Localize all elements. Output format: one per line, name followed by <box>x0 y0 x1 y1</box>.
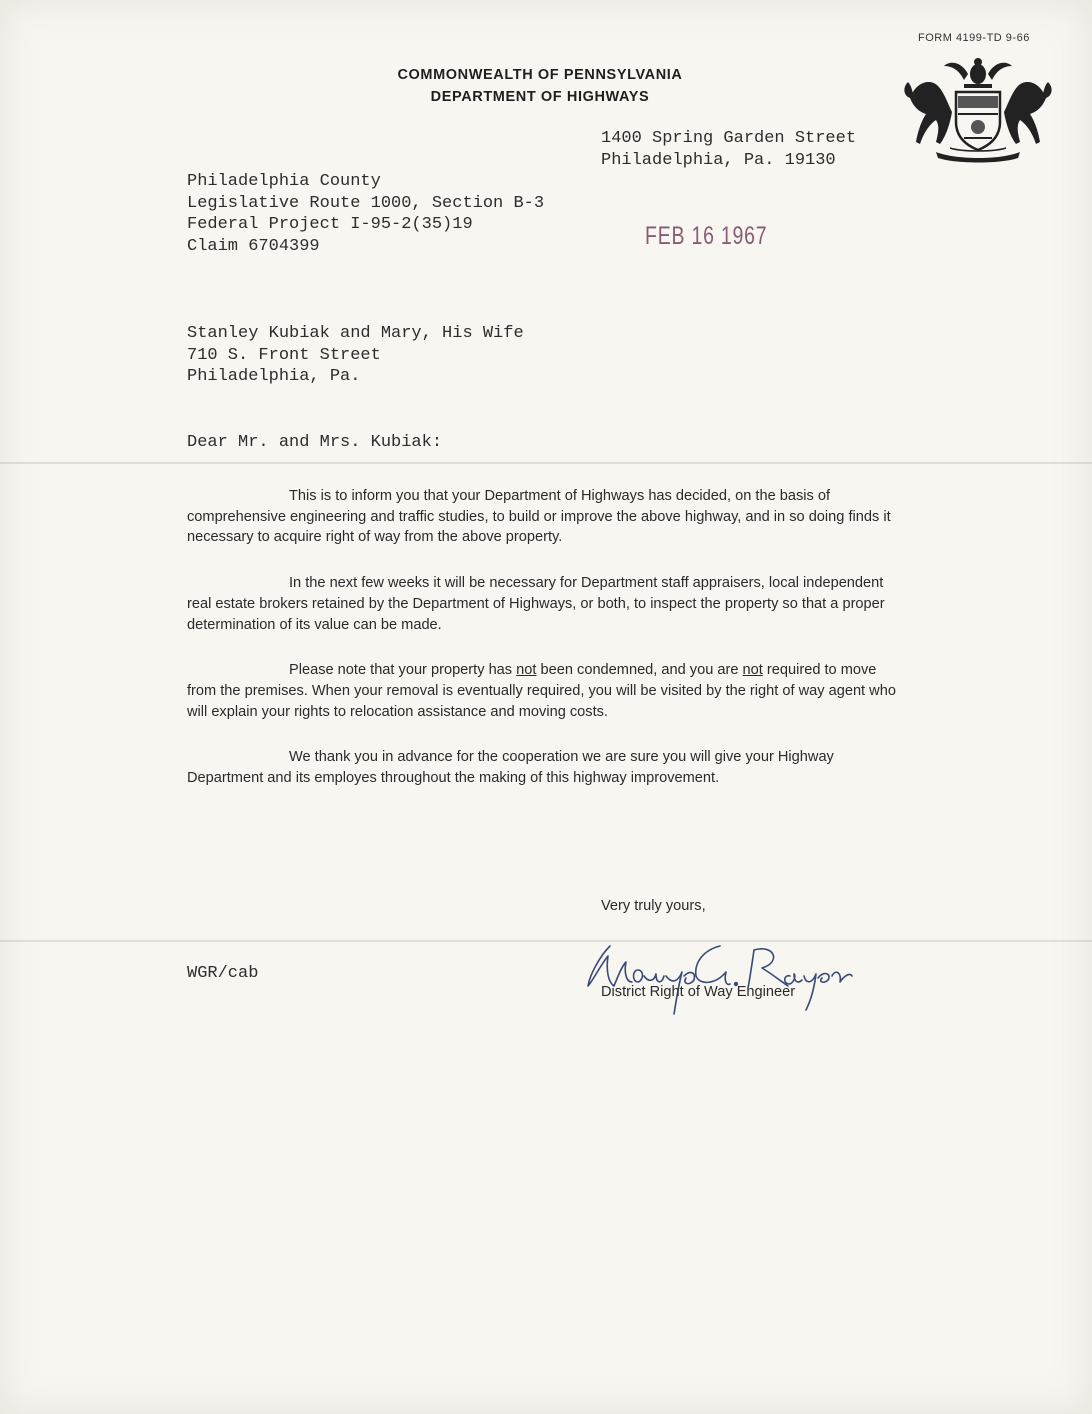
reference-block <box>187 171 544 257</box>
body-text: required to move from the premises. When your removal is eventually required, you will be visited by the right of way agent who will explain your rights to relocation assistance and moving costs. <box>187 662 896 720</box>
letterhead-line-1: COMMONWEALTH OF PENNSYLVANIA <box>397 67 683 83</box>
emphasis-not: not <box>516 662 537 679</box>
recipient-address <box>187 323 524 388</box>
closing: Very truly yours, <box>601 898 706 914</box>
body-text: been condemned, and you are <box>536 662 743 679</box>
body-paragraph-1: This is to inform you that your Department of Highways has decided, on the basis of comprehensive engineering and traffic studies, to build or improve the above highway, and in so doing finds it necessary to acquire right of way from the above property. <box>187 488 891 546</box>
body-paragraph-2: In the next few weeks it will be necessary for Department staff appraisers, local independent real estate brokers retained by the Department of Highways, or both, to inspect the property so that a proper determination of its value can be made. <box>187 575 885 633</box>
recipient-city: Philadelphia, Pa. <box>187 367 361 386</box>
recipient-name: Stanley Kubiak and Mary, His Wife <box>187 324 524 343</box>
recipient-street: 710 S. Front Street <box>187 345 381 365</box>
letterhead-line-2: DEPARTMENT OF HIGHWAYS <box>430 89 650 105</box>
letter-body <box>187 486 899 814</box>
body-paragraph-4: We thank you in advance for the cooperation we are sure you will give your Highway Department and its employes throughout the making of this highway improvement. <box>187 749 834 787</box>
reference-route: Legislative Route 1000, Section B-3 <box>187 193 545 213</box>
paper-fold <box>0 462 1092 464</box>
letterhead <box>300 64 780 108</box>
signer-title: District Right of Way Engineer <box>601 984 796 1000</box>
emphasis-not: not <box>742 662 763 679</box>
paper-fold <box>0 940 1092 942</box>
body-paragraph-3 <box>187 660 899 722</box>
sender-address <box>601 128 856 171</box>
sender-city: Philadelphia, Pa. 19130 <box>601 150 836 170</box>
reference-project: Federal Project I-95-2(35)19 <box>187 215 473 234</box>
handwritten-signature <box>578 926 858 1026</box>
typist-initials: WGR/cab <box>187 964 259 983</box>
reference-county: Philadelphia County <box>187 172 381 191</box>
salutation: Dear Mr. and Mrs. Kubiak: <box>187 433 443 452</box>
sender-street: 1400 Spring Garden Street <box>601 129 857 148</box>
reference-claim: Claim 6704399 <box>187 236 320 256</box>
body-text: Please note that your property has <box>289 662 517 679</box>
coat-of-arms-seal-icon <box>900 52 1056 164</box>
date-stamp: FEB 16 1967 <box>645 222 768 250</box>
form-number: FORM 4199-TD 9-66 <box>918 32 1030 44</box>
